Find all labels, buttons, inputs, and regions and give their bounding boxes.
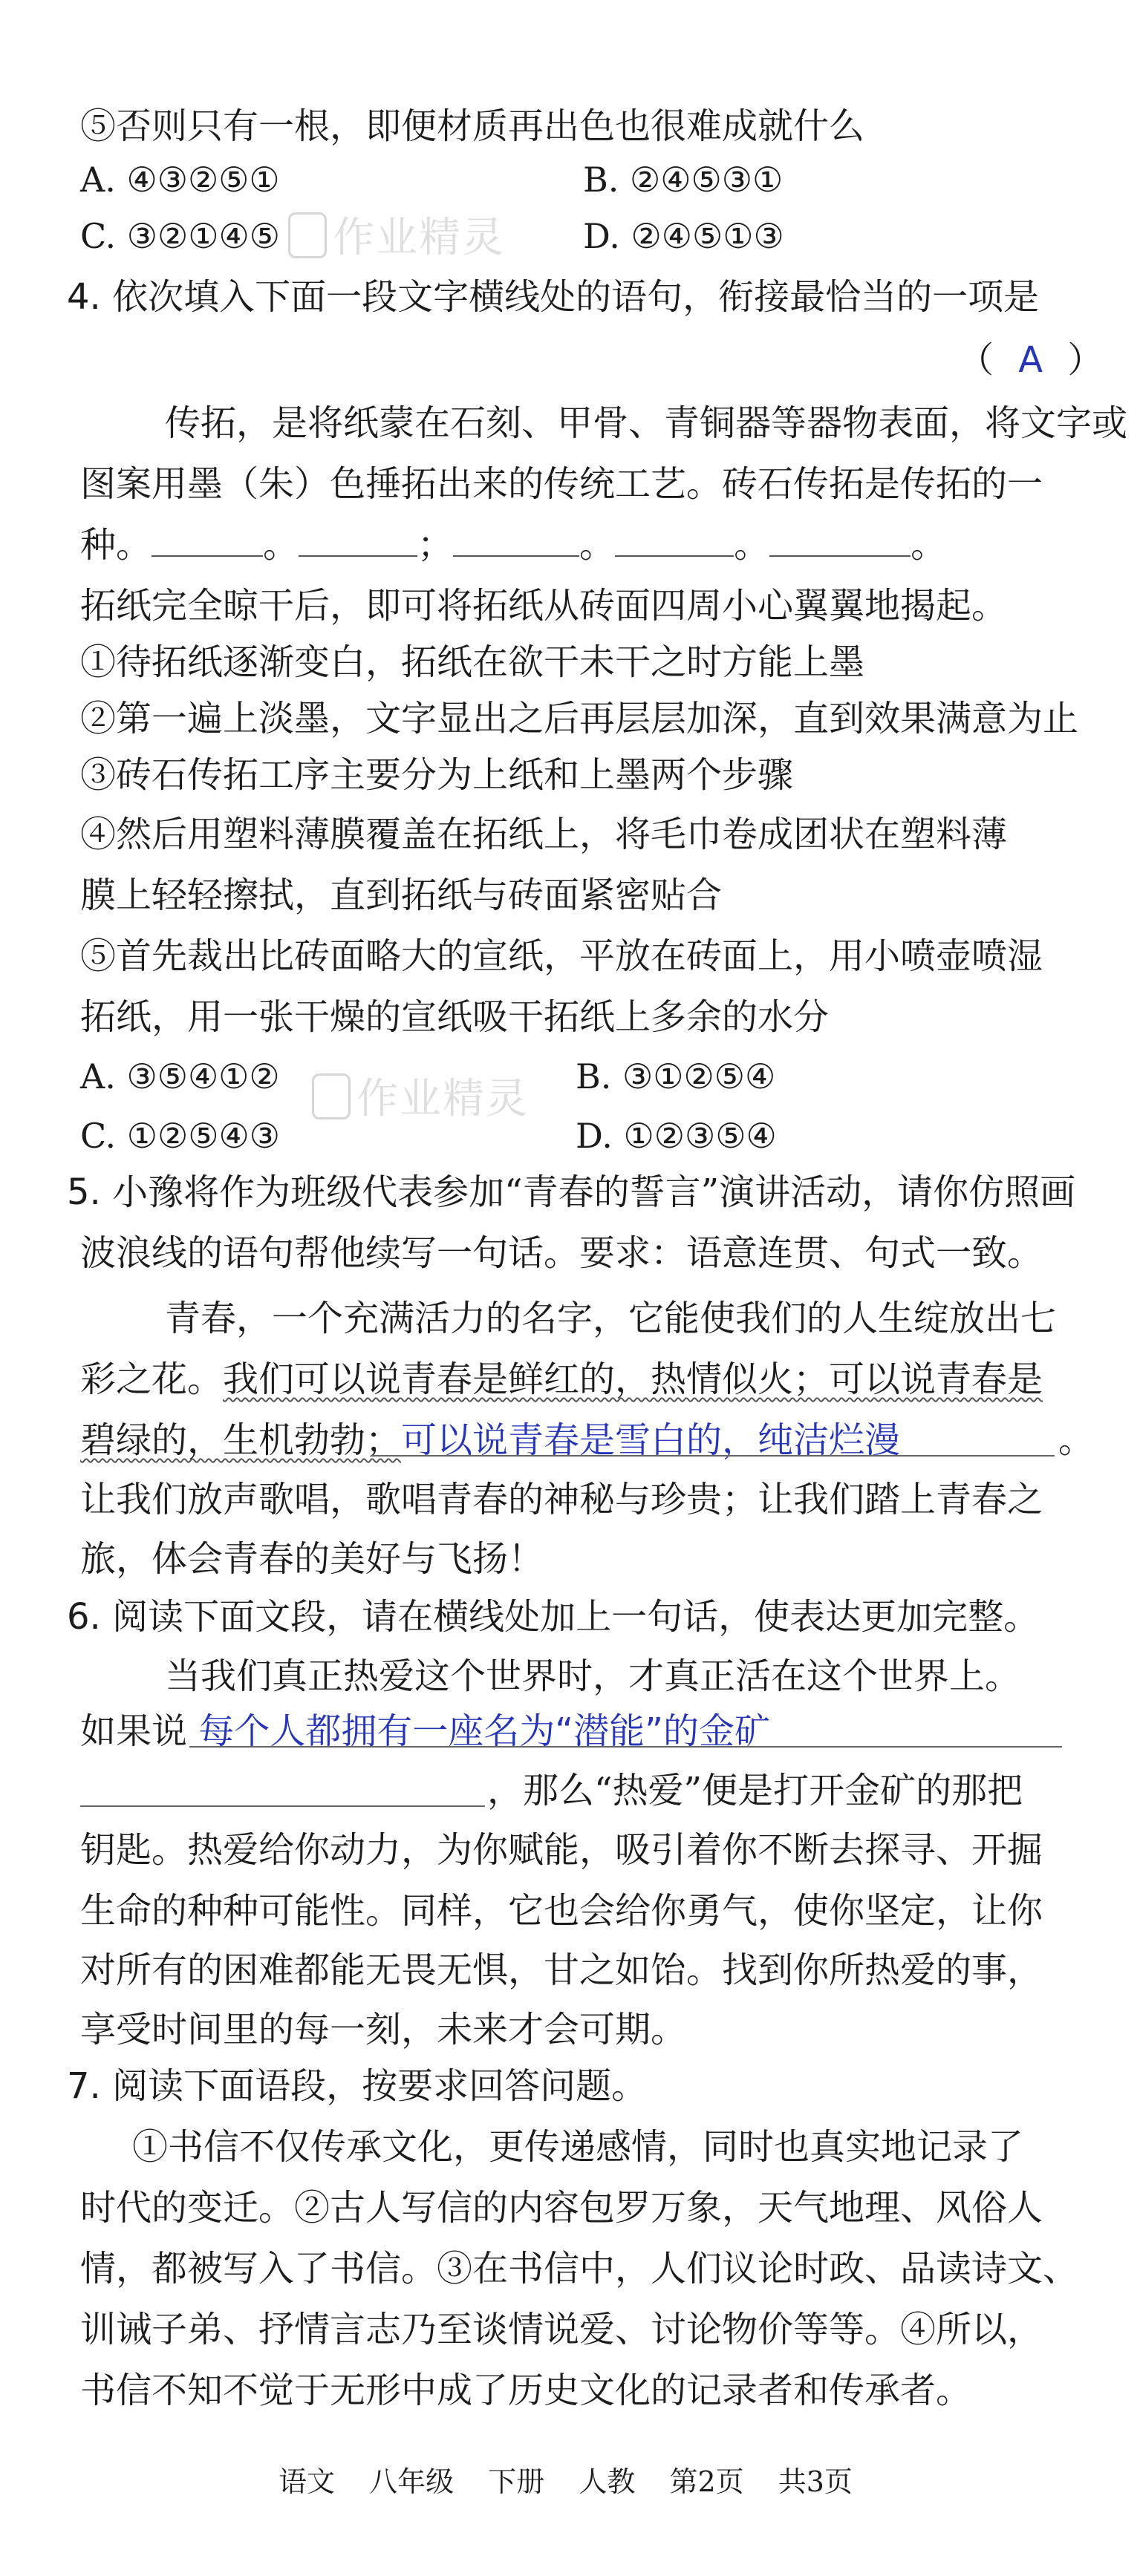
q6-passage-line-6: 对所有的困难都能无畏无惧，甘之如饴。找到你所热爱的事， [80,1949,1043,1991]
page-footer [279,2463,878,2500]
q4-passage-line-4: 拓纸完全晾干后，即可将拓纸从砖面四周小心翼翼地揭起。 [80,585,1008,627]
q4-passage-line-2: 图案用墨（朱）色捶拓出来的传统工艺。砖石传拓是传拓的一 [80,463,1043,505]
q5-handwritten-answer: 可以说青春是雪白的，纯洁烂漫 [401,1419,901,1461]
q5-stem-line-2: 波浪线的语句帮他续写一句话。要求：语意连贯、句式一致。 [80,1232,1043,1274]
q4-line3-start: 种。 [80,524,152,566]
q5-line2-plain: 彩之花。 [80,1359,224,1400]
q3-item-5: ⑤否则只有一根，即便材质再出色也很难成就什么 [80,105,865,147]
q4-answer-bracket [958,338,1103,382]
q7-passage-line-4: 训诫子弟、抒情言志乃至谈情说爱、讨论物价等等。④所以， [80,2309,1043,2350]
q5-wavy-sentence-end: 碧绿的，生机勃勃； [80,1419,402,1461]
footer-total: 共3页 [778,2465,853,2498]
q4-number: 4. [67,276,101,318]
q4-item-3: ③砖石传拓工序主要分为上纸和上墨两个步骤 [80,754,794,796]
q4-option-a: A. ③⑤④①② [80,1056,280,1096]
q6-handwritten-answer: 每个人都拥有一座名为“潜能”的金矿 [198,1710,771,1752]
q7-passage-line-3: 情，都被写入了书信。③在书信中，人们议论时政、品读诗文、 [80,2248,1079,2289]
q4-item-4-line-2: 膜上轻轻擦拭，直到拓纸与砖面紧密贴合 [80,875,723,916]
q4-line3-sep1: 。 [263,524,299,566]
q4-item-5-line-2: 拓纸，用一张干燥的宣纸吸干拓纸上多余的水分 [80,996,830,1038]
q5-passage-line-4: 让我们放声歌唱，歌唱青春的神秘与珍贵；让我们踏上青春之 [80,1479,1043,1520]
q6-passage-line-1: 当我们真正热爱这个世界时，才真正活在这个世界上。 [165,1655,1021,1697]
q4-line3-sep4: 。 [734,524,770,566]
q4-passage-line-1: 传拓，是将纸蒙在石刻、甲骨、青铜器等器物表面，将文字或 [165,402,1128,444]
q4-item-1: ①待拓纸逐渐变白，拓纸在欲干未干之时方能上墨 [80,641,865,683]
blank-4[interactable] [615,523,734,557]
bracket-open: （ [958,339,994,381]
q7-number: 7. [67,2065,101,2107]
q6-answer-line-2[interactable] [80,1805,485,1807]
q6-line2-start: 如果说 [80,1710,188,1752]
q6-passage-line-4: 钥匙。热爱给你动力，为你赋能，吸引着你不断去探寻、开掘 [80,1829,1043,1871]
q7-stem [67,2064,647,2108]
q4-option-b: B. ③①②⑤④ [576,1056,776,1096]
q6-number: 6. [67,1596,101,1638]
q7-stem-text: 阅读下面语段，按要求回答问题。 [112,2065,648,2107]
q7-passage-line-2: 时代的变迁。②古人写信的内容包罗万象，天气地理、风俗人 [80,2187,1043,2229]
q5-stem-text: 小豫将作为班级代表参加“青春的誓言”演讲活动，请你仿照画 [112,1171,1076,1213]
footer-grade: 八年级 [369,2465,455,2498]
footer-page: 第2页 [669,2465,744,2498]
q4-item-4-line-1: ④然后用塑料薄膜覆盖在拓纸上，将毛巾卷成团状在塑料薄 [80,814,1008,855]
blank-1[interactable] [152,523,263,557]
q4-stem-text: 依次填入下面一段文字横线处的语句，衔接最恰当的一项是 [112,276,1040,318]
q4-line3-sep2: ； [417,524,454,566]
q4-item-2: ②第一遍上淡墨，文字显出之后再层层加深，直到效果满意为止 [80,698,1079,739]
q5-wavy-sentence: 我们可以说青春是鲜红的，热情似火；可以说青春是 [223,1359,1043,1400]
watermark: 作业精灵 [356,1075,529,1123]
bracket-close: ） [1067,339,1104,381]
q6-stem-text: 阅读下面文段，请在横线处加上一句话，使表达更加完整。 [112,1596,1040,1638]
footer-volume: 下册 [488,2465,545,2498]
blank-5[interactable] [769,523,911,557]
q5-number: 5. [67,1171,101,1213]
q4-item-5-line-1: ⑤首先裁出比砖面略大的宣纸，平放在砖面上，用小喷壶喷湿 [80,935,1043,977]
q3-option-a: A. ④③②⑤① [80,160,280,200]
q6-passage-line-5: 生命的种种可能性。同样，它也会给你勇气，使你坚定，让你 [80,1890,1043,1932]
q5-passage-line-2 [80,1357,1043,1402]
footer-subject: 语文 [279,2465,336,2498]
q4-stem [67,275,1039,319]
q4-option-d: D. ①②③⑤④ [576,1116,777,1156]
q3-option-c: C. ③②①④⑤ [80,216,280,256]
q6-passage-line-3: ，那么“热爱”便是打开金矿的那把 [487,1770,1023,1811]
q4-option-c: C. ①②⑤④③ [80,1116,280,1156]
q5-passage-line-5: 旅，体会青春的美好与飞扬！ [80,1538,544,1580]
q5-answer-line[interactable] [371,1455,1055,1457]
q5-stem-line-1 [67,1170,1075,1215]
q5-line3-end: 。 [1058,1419,1095,1461]
q3-option-b: B. ②④⑤③① [583,160,784,200]
q5-passage-line-1: 青春，一个充满活力的名字，它能使我们的人生绽放出七 [165,1298,1057,1339]
blank-2[interactable] [299,523,417,557]
watermark: 作业精灵 [333,214,505,262]
watermark-badge-icon [312,1073,351,1119]
q7-passage-line-5: 书信不知不觉于无形中成了历史文化的记录者和传承者。 [80,2370,972,2411]
q4-passage-line-3 [80,523,946,567]
q6-answer-line-1[interactable] [189,1746,1062,1748]
q4-line3-sep3: 。 [579,524,616,566]
q4-answer: A [1018,339,1043,381]
watermark-badge-icon [288,212,327,258]
q6-stem [67,1595,1039,1639]
footer-edition: 人教 [579,2465,636,2498]
q6-passage-line-7: 享受时间里的每一刻，未来才会可期。 [80,2009,687,2050]
q4-line3-end: 。 [911,524,947,566]
q3-option-d: D. ②④⑤①③ [583,216,784,256]
q7-passage-line-1: ①书信不仅传承文化，更传递感情，同时也真实地记录了 [132,2126,1024,2168]
blank-3[interactable] [453,523,579,557]
